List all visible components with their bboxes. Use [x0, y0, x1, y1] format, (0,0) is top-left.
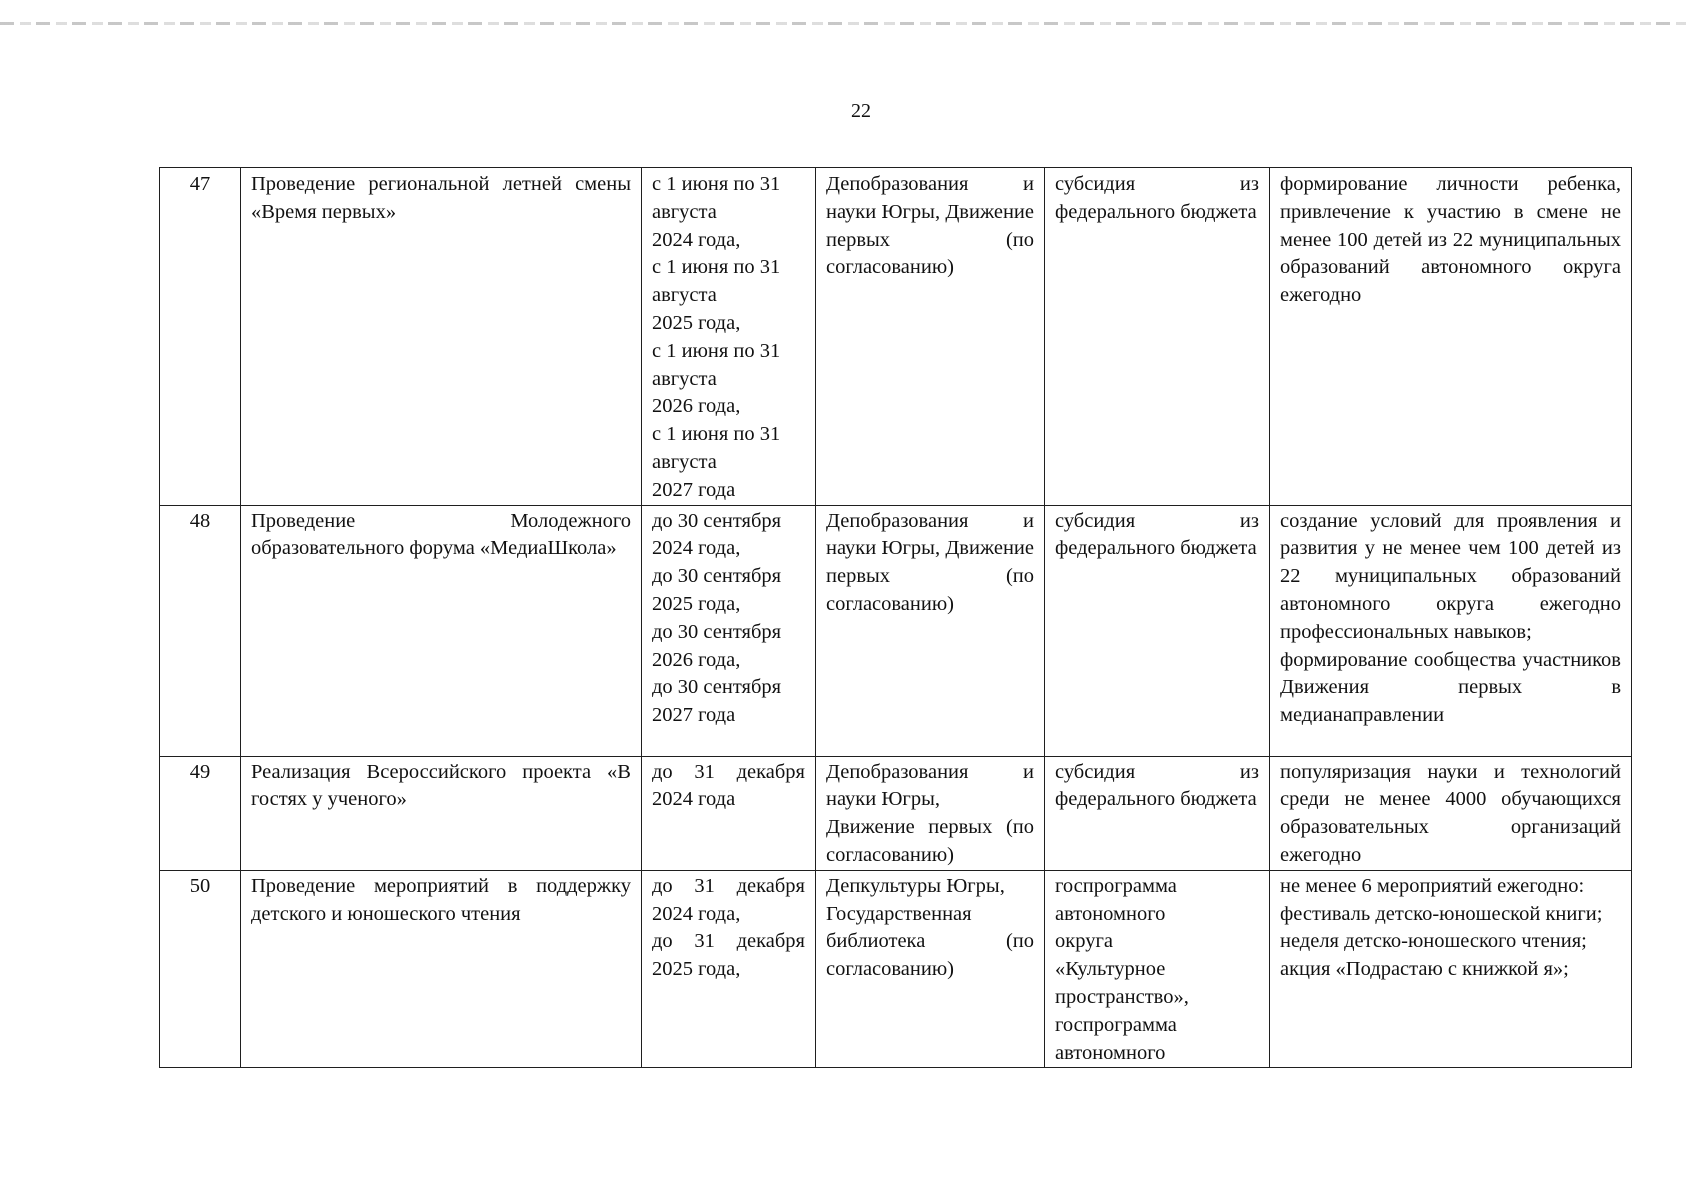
- period-cell: до 31 декабря 2024 года, до 31 декабря 2025 года,: [642, 870, 816, 1068]
- table-row: [160, 870, 1632, 1068]
- period-cell: до 31 декабря 2024 года: [642, 756, 816, 870]
- period-cell: с 1 июня по 31 августа 2024 года, с 1 июня по 31 августа 2025 года, с 1 июня по 31 августа 2026 года, с 1 июня по 31 августа 2027 года: [642, 168, 816, 506]
- table-row: [160, 505, 1632, 756]
- executor-cell: Депобразования и науки Югры, Движение первых (по согласованию): [816, 505, 1045, 756]
- funding-cell: субсидия из федерального бюджета: [1045, 505, 1270, 756]
- result-cell: создание условий для проявления и развития у не менее чем 100 детей из 22 муниципальных образований автономного округа ежегодно профессиональных навыков; формирование сообщества участников Движения первых в медианаправлении: [1270, 505, 1632, 756]
- row-number: 47: [160, 168, 241, 506]
- executor-cell: Депобразования и науки Югры, Движение первых (по согласованию): [816, 168, 1045, 506]
- result-cell: формирование личности ребенка, привлечение к участию в смене не менее 100 детей из 22 муниципальных образований автономного округа ежегодно: [1270, 168, 1632, 506]
- measures-table: [159, 167, 1632, 1068]
- page-number: 22: [851, 100, 871, 122]
- funding-cell: субсидия из федерального бюджета: [1045, 756, 1270, 870]
- event-cell: Проведение мероприятий в поддержку детского и юношеского чтения: [241, 870, 642, 1068]
- result-cell: не менее 6 мероприятий ежегодно: фестиваль детско-юношеской книги; неделя детско-юношеского чтения; акция «Подрастаю с книжкой я»;: [1270, 870, 1632, 1068]
- table-row: [160, 756, 1632, 870]
- funding-cell: субсидия из федерального бюджета: [1045, 168, 1270, 506]
- row-number: 50: [160, 870, 241, 1068]
- event-cell: Проведение региональной летней смены «Время первых»: [241, 168, 642, 506]
- row-number: 49: [160, 756, 241, 870]
- event-cell: Реализация Всероссийского проекта «В гостях у ученого»: [241, 756, 642, 870]
- executor-cell: Депкультуры Югры, Государственная библиотека (по согласованию): [816, 870, 1045, 1068]
- funding-cell: госпрограмма автономного округа «Культурное пространство», госпрограмма автономного: [1045, 870, 1270, 1068]
- event-cell: Проведение Молодежного образовательного форума «МедиаШкола»: [241, 505, 642, 756]
- period-cell: до 30 сентября 2024 года, до 30 сентября 2025 года, до 30 сентября 2026 года, до 30 сентября 2027 года: [642, 505, 816, 756]
- scan-edge: [0, 22, 1686, 25]
- row-number: 48: [160, 505, 241, 756]
- result-cell: популяризация науки и технологий среди не менее 4000 обучающихся образовательных организаций ежегодно: [1270, 756, 1632, 870]
- table-row: [160, 168, 1632, 506]
- executor-cell: Депобразования и науки Югры, Движение первых (по согласованию): [816, 756, 1045, 870]
